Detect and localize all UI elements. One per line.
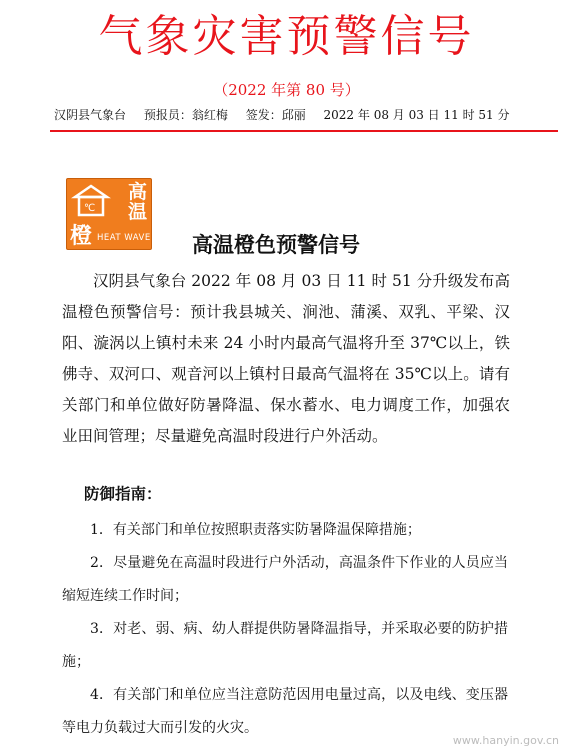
issue-number: （2022 年第 80 号） xyxy=(213,81,360,99)
warning-header-title: 气象灾害预警信号 xyxy=(98,11,475,62)
issue-timestamp: 2022 年 08 月 03 日 11 时 51 分 xyxy=(323,108,510,122)
guide-item-1: 1．有关部门和单位按照职责落实防暑降温保障措施； xyxy=(90,522,421,538)
icon-char-temp: 温 xyxy=(127,201,147,223)
warning-body-text: 汉阴县气象台 2022 年 08 月 03 日 11 时 51 分升级发布高温橙色预警信号：预计我县城关、涧池、蒲溪、双乳、平梁、汉阳、漩涡以上镇村未来 24 小时内最高气温将升至 37℃以上，铁佛寺、双河口、观音河以上镇村日最高气温将在 35℃以上。请有关部门和单位做好防暑降温、保水蓄水、电力调度工作，加强农业田间管理；尽量避免高温时段进行户外活动。 xyxy=(62,272,510,445)
header-divider xyxy=(50,130,558,132)
site-watermark: www.hanyin.gov.cn xyxy=(452,734,559,747)
reporter-name: 预报员：翁红梅 xyxy=(143,108,228,122)
station-name: 汉阴县气象台 xyxy=(54,108,127,122)
guide-item-3: 3．对老、弱、病、幼人群提供防暑降温指导，并采取必要的防护措施； xyxy=(62,621,508,670)
guide-item-4: 4．有关部门和单位应当注意防范因用电量过高，以及电线、变压器等电力负载过大而引发的火灾。 xyxy=(62,687,508,736)
issuer-meta-line xyxy=(54,106,554,124)
signal-title: 高温橙色预警信号 xyxy=(192,233,360,257)
celsius-label: ℃ xyxy=(84,203,96,214)
defense-guide-heading: 防御指南： xyxy=(84,485,162,503)
icon-english-label: HEAT WAVE xyxy=(97,233,151,243)
icon-char-orange: 橙 xyxy=(70,223,93,249)
defense-guide-list xyxy=(62,514,508,745)
thermometer-house-icon xyxy=(71,183,111,217)
issuer-name: 签发：邱丽 xyxy=(245,108,306,122)
high-temperature-orange-warning-icon xyxy=(66,178,152,250)
icon-char-high: 高 xyxy=(127,181,147,203)
guide-item-2: 2．尽量避免在高温时段进行户外活动，高温条件下作业的人员应当缩短连续工作时间； xyxy=(62,555,508,604)
